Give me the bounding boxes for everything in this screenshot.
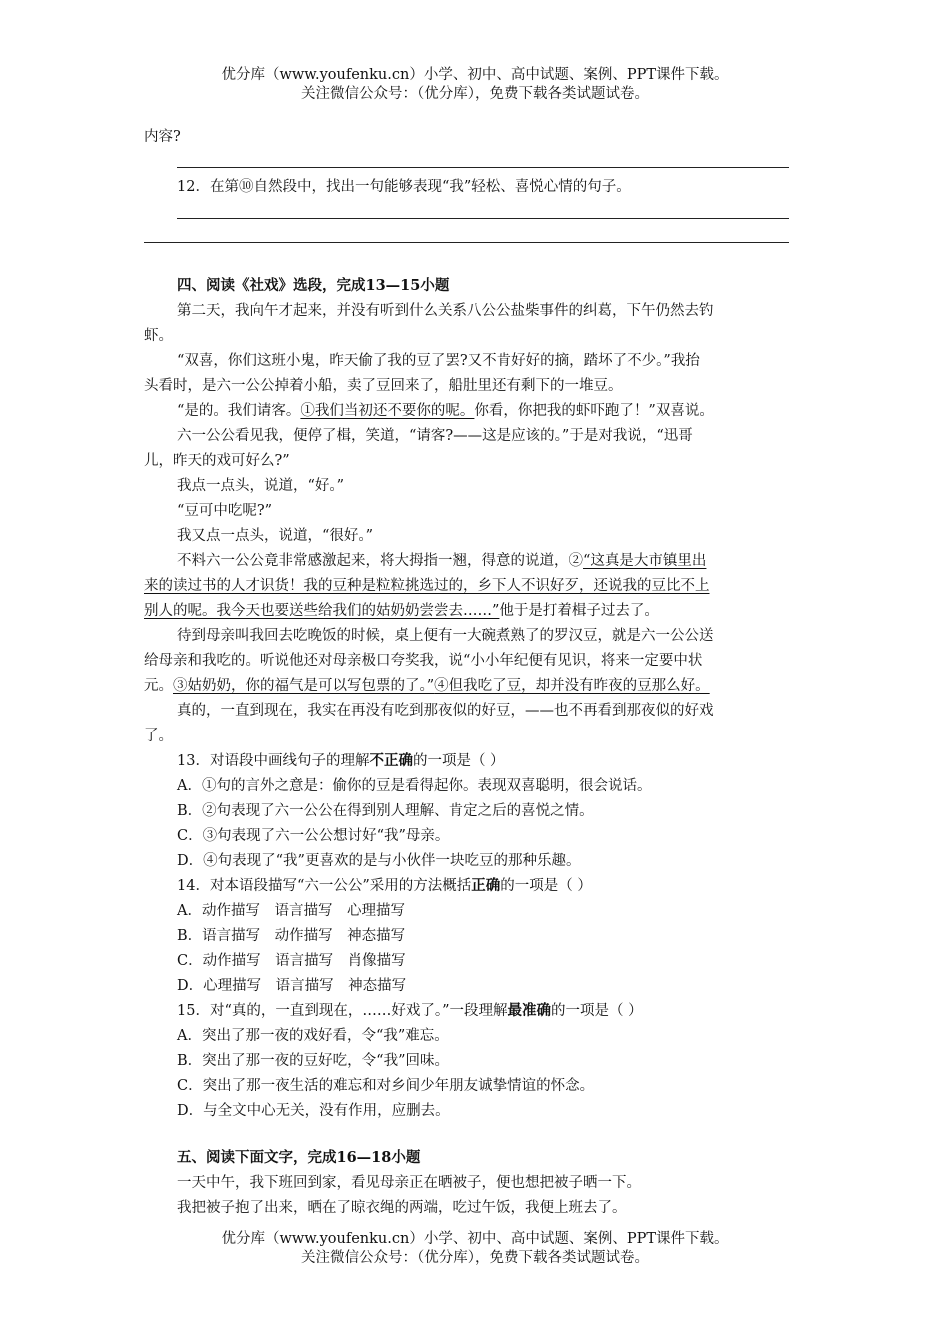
- question-stem: 的一项是（ ）: [551, 1003, 643, 1019]
- underlined-sentence-1: ①我们当初还不要你的呢。: [300, 403, 475, 419]
- underlined-sentence-3: ③姑奶奶，你的福气是可以写包票的了。”: [173, 678, 435, 694]
- passage-line: [177, 551, 843, 571]
- option-b: B．②句表现了六一公公在得到别人理解、肯定之后的喜悦之情。: [177, 803, 594, 819]
- question-12: 12．在第⑩自然段中，找出一句能够表现“我”轻松、喜悦心情的句子。: [177, 179, 631, 195]
- passage-line: 给母亲和我吃的。听说他还对母亲极口夸奖我，说“小小年纪便有见识，将来一定要中状: [144, 653, 703, 669]
- passage-line: 儿，昨天的戏可好么?”: [144, 453, 290, 469]
- section-5-title: 五、阅读下面文字，完成16—18小题: [177, 1149, 421, 1166]
- passage-line: 我把被子抱了出来，晒在了晾衣绳的两端，吃过午饭，我便上班去了。: [177, 1200, 627, 1216]
- question-stem: 的一项是（ ）: [500, 878, 592, 894]
- option-d: D．与全文中心无关，没有作用，应删去。: [177, 1103, 450, 1119]
- passage-line: [144, 676, 810, 696]
- passage-text: 你看，你把我的虾吓跑了！”双喜说。: [474, 403, 714, 419]
- answer-line-1: [177, 167, 789, 168]
- passage-line: 了。: [144, 728, 173, 744]
- passage-line: [144, 601, 810, 621]
- passage-line: 头看时，是六一公公掉着小船，卖了豆回来了，船肚里还有剩下的一堆豆。: [144, 378, 623, 394]
- passage-line: 我又点一点头，说道，“很好。”: [177, 528, 374, 544]
- question-stem: 的一项是（ ）: [412, 753, 505, 769]
- option-c: C．突出了那一夜生活的难忘和对乡间少年朋友诚挚情谊的怀念。: [177, 1078, 595, 1094]
- option-b: B．突出了那一夜的豆好吃，令“我”回味。: [177, 1053, 449, 1069]
- option-a: A．突出了那一夜的戏好看，令“我”难忘。: [177, 1028, 449, 1044]
- q11-tail: 内容?: [144, 129, 181, 145]
- section-4-title: 四、阅读《社戏》选段，完成13—15小题: [177, 277, 450, 294]
- option-d: D．④句表现了“我”更喜欢的是与小伙伴一块吃豆的那种乐趣。: [177, 853, 581, 869]
- passage-text: 他于是打着楫子过去了。: [499, 603, 659, 619]
- question-15: [177, 1001, 843, 1021]
- passage-text: 元。: [144, 678, 173, 694]
- passage-line: 第二天，我向午才起来，并没有听到什么关系八公公盐柴事件的纠葛，下午仍然去钓: [177, 303, 714, 319]
- page-header: [0, 66, 950, 104]
- underlined-sentence-2: 别人的呢。我今天也要送些给我们的姑奶奶尝尝去……”: [144, 603, 500, 619]
- option-c: C．③句表现了六一公公想讨好“我”母亲。: [177, 828, 450, 844]
- header-line-2: 关注微信公众号：（优分库），免费下载各类试题试卷。: [301, 86, 649, 102]
- question-emphasis: 正确: [471, 877, 501, 894]
- underlined-sentence-2: 来的读过书的人才识货！我的豆种是粒粒挑选过的，乡下人不识好歹，还说我的豆比不上: [144, 578, 710, 594]
- passage-line: 一天中午，我下班回到家，看见母亲正在晒被子，便也想把被子晒一下。: [177, 1175, 641, 1191]
- passage-line: 真的，一直到现在，我实在再没有吃到那夜似的好豆，——也不再看到那夜似的好戏: [177, 703, 714, 719]
- question-emphasis: 最准确: [507, 1002, 552, 1019]
- passage-line: 待到母亲叫我回去吃晚饭的时候，桌上便有一大碗煮熟了的罗汉豆，就是六一公公送: [177, 628, 714, 644]
- footer-line-2: 关注微信公众号：（优分库），免费下载各类试题试卷。: [301, 1250, 649, 1266]
- question-emphasis: 不正确: [369, 752, 413, 769]
- question-stem: 15．对“真的，一直到现在，……好戏了。”一段理解: [177, 1003, 508, 1019]
- passage-text: “是的。我们请客。: [177, 403, 301, 419]
- option-a: A．动作描写 语言描写 心理描写: [177, 903, 405, 919]
- question-stem: 13．对语段中画线句子的理解: [177, 753, 370, 769]
- passage-line: [144, 576, 810, 596]
- option-c: C．动作描写 语言描写 肖像描写: [177, 953, 406, 969]
- passage-line: 六一公公看见我，便停了楫，笑道，“请客?——这是应该的。”于是对我说，“迅哥: [177, 428, 693, 444]
- passage-line: [177, 401, 843, 421]
- answer-line-3: [144, 242, 789, 243]
- footer-line-1: 优分库（www.youfenku.cn）小学、初中、高中试题、案例、PPT课件下载。: [221, 1231, 729, 1247]
- header-line-1: 优分库（www.youfenku.cn）小学、初中、高中试题、案例、PPT课件下载。: [221, 67, 729, 83]
- underlined-sentence-2: “这真是大市镇里出: [583, 553, 707, 569]
- question-13: [177, 751, 843, 771]
- answer-line-2: [177, 218, 789, 219]
- option-d: D．心理描写 语言描写 神态描写: [177, 978, 407, 994]
- option-b: B．语言描写 动作描写 神态描写: [177, 928, 406, 944]
- passage-line: 我点一点头，说道，“好。”: [177, 478, 345, 494]
- option-a: A．①句的言外之意是：偷你的豆是看得起你。表现双喜聪明，很会说话。: [177, 778, 652, 794]
- page-footer: [0, 1230, 950, 1268]
- question-14: [177, 876, 843, 896]
- passage-line: 虾。: [144, 328, 173, 344]
- passage-text: 不料六一公公竟非常感激起来，将大拇指一翘，得意的说道，②: [177, 553, 583, 569]
- passage-line: “双喜，你们这班小鬼，昨天偷了我的豆了罢?又不肯好好的摘，踏坏了不少。”我抬: [177, 353, 700, 369]
- question-stem: 14．对本语段描写“六一公公”采用的方法概括: [177, 878, 472, 894]
- passage-line: “豆可中吃呢?”: [177, 503, 273, 519]
- underlined-sentence-4: ④但我吃了豆，却并没有昨夜的豆那么好。: [434, 678, 710, 694]
